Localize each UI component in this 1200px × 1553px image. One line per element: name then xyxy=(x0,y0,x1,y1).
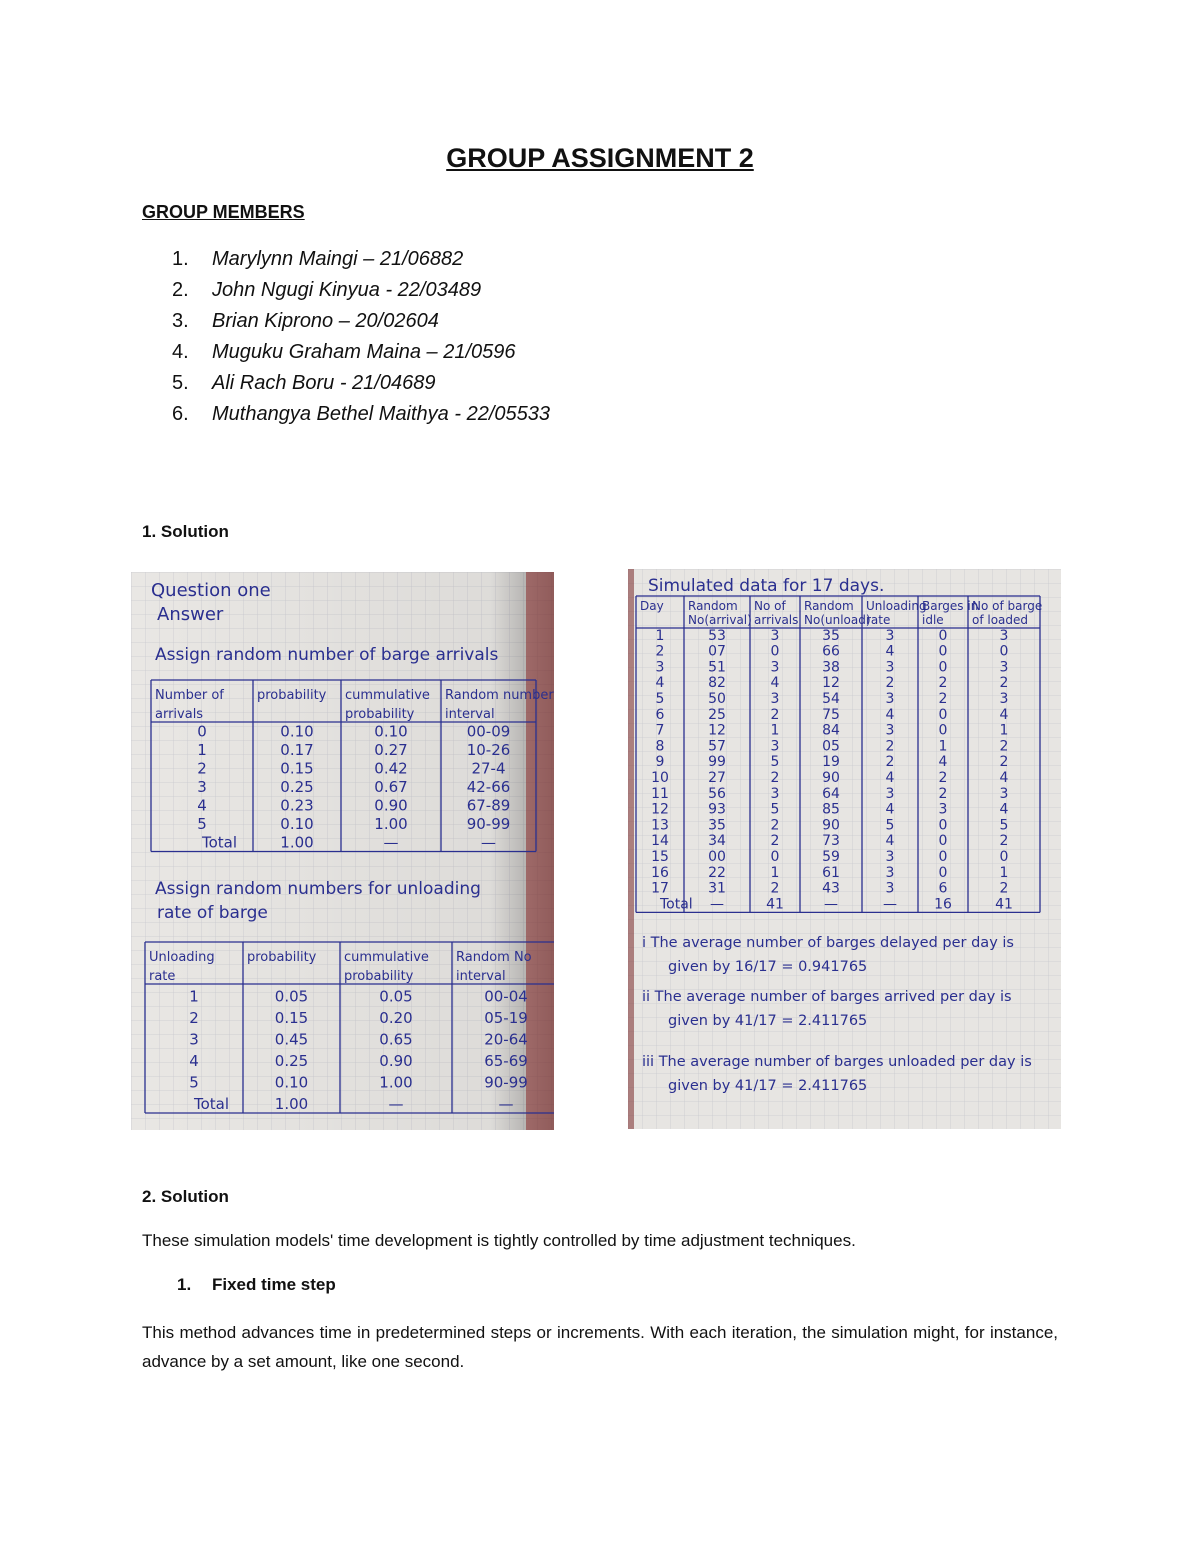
table-cell: — xyxy=(481,833,496,852)
table-header-cell: probability xyxy=(344,969,414,984)
table-cell: 2 xyxy=(999,754,1009,771)
table-cell: 2 xyxy=(885,738,895,755)
table-cell: 0 xyxy=(938,659,948,676)
table-header-cell: of loaded xyxy=(972,613,1029,627)
table-cell: 0.23 xyxy=(280,796,314,815)
table-header-cell: Unloading xyxy=(866,599,927,613)
table-cell: 90-99 xyxy=(484,1073,528,1092)
handwritten-heading: Question one xyxy=(151,580,271,601)
table-cell: 35 xyxy=(708,817,726,834)
table-cell: 53 xyxy=(708,627,726,644)
table-header-cell: interval xyxy=(456,969,506,984)
table-cell: 3 xyxy=(189,1030,199,1049)
table-cell: 00-04 xyxy=(484,987,528,1006)
table-header-cell: Barges in xyxy=(922,599,979,613)
table-cell: 5 xyxy=(770,754,780,771)
list-number: 6. xyxy=(172,403,189,425)
table-cell: 3 xyxy=(197,778,207,796)
table-cell: 3 xyxy=(770,785,780,802)
table-cell: 2 xyxy=(197,759,207,778)
table-cell: 0.90 xyxy=(379,1052,413,1070)
table-cell: 3 xyxy=(885,691,895,707)
notebook-photo-right xyxy=(628,569,1061,1129)
table-cell: 16 xyxy=(651,864,669,881)
table-cell: 67-89 xyxy=(466,796,511,815)
handwritten-caption: Assign random number of barge arrivals xyxy=(155,645,499,665)
table-cell: 4 xyxy=(938,754,948,771)
list-item xyxy=(172,306,550,337)
member-name: Brian Kiprono – 20/02604 xyxy=(212,310,439,332)
table-cell: 3 xyxy=(999,627,1009,644)
table-cell: 5 xyxy=(197,815,207,833)
table-header-cell: No of xyxy=(754,599,786,613)
table-cell: 0 xyxy=(999,643,1009,660)
table-cell: 3 xyxy=(770,627,780,644)
table-cell: 12 xyxy=(651,801,669,818)
member-name: Marylynn Maingi – 21/06882 xyxy=(212,248,464,270)
table-cell: 90 xyxy=(822,770,840,786)
table-cell: 3 xyxy=(885,659,895,676)
table-cell: 3 xyxy=(885,722,895,739)
table-cell: 90-99 xyxy=(466,815,511,833)
table-cell: — xyxy=(388,1095,404,1113)
table-cell: 3 xyxy=(885,849,895,865)
table-header-cell: Number of xyxy=(155,688,224,703)
table-cell: 34 xyxy=(708,833,726,850)
handwritten-note: i The average number of barges delayed per day is xyxy=(642,935,1014,951)
table-cell: 57 xyxy=(708,738,726,755)
table-cell: 4 xyxy=(885,706,895,723)
table-cell: 65-69 xyxy=(484,1052,528,1070)
table-cell: 2 xyxy=(655,643,665,660)
table-cell: — xyxy=(498,1095,514,1113)
table-cell: 1 xyxy=(189,987,199,1006)
table-cell: 31 xyxy=(708,880,726,897)
table-cell: 99 xyxy=(708,754,726,771)
notebook-photo-left xyxy=(131,572,554,1130)
table-cell: 2 xyxy=(770,817,780,834)
table-cell: — xyxy=(883,896,897,913)
table-cell: 13 xyxy=(651,817,669,834)
table-cell: 4 xyxy=(999,770,1009,786)
table-header-cell: arrivals xyxy=(155,707,204,722)
handwritten-caption: rate of barge xyxy=(157,903,268,923)
table-cell: 0.25 xyxy=(280,778,314,796)
table-cell: 4 xyxy=(197,796,207,815)
list-item xyxy=(172,368,550,399)
table-cell: 20-64 xyxy=(484,1030,528,1049)
table-header-cell: rate xyxy=(866,613,891,627)
paragraph: These simulation models' time development is tightly controlled by time adjustment techniques. xyxy=(142,1231,856,1250)
table-cell: 0.10 xyxy=(280,815,314,833)
table-cell: 4 xyxy=(999,801,1009,818)
member-name: Ali Rach Boru - 21/04689 xyxy=(212,372,436,394)
table-cell: 3 xyxy=(999,659,1009,676)
table-cell: 4 xyxy=(885,770,895,786)
table-cell: 4 xyxy=(655,675,665,692)
table-cell: 0.65 xyxy=(379,1030,413,1049)
table-cell: 0 xyxy=(938,817,948,834)
handwritten-note: iii The average number of barges unloaded per day is xyxy=(642,1054,1032,1070)
table-cell: 1.00 xyxy=(274,1095,309,1113)
table-cell: 2 xyxy=(770,706,780,723)
table-cell: 50 xyxy=(708,691,726,707)
table-cell: 4 xyxy=(885,643,895,660)
table-cell: 73 xyxy=(822,833,840,850)
table-cell: 4 xyxy=(999,706,1009,723)
handwritten-caption: Assign random numbers for unloading xyxy=(155,879,481,899)
handwritten-note: given by 41/17 = 2.411765 xyxy=(668,1078,868,1094)
table-cell: 3 xyxy=(885,864,895,881)
solution-2-heading: 2. Solution xyxy=(142,1187,229,1206)
table-cell: 2 xyxy=(770,833,780,850)
table-cell: 11 xyxy=(651,785,669,802)
notebook-page-left xyxy=(131,572,554,1130)
table-cell: 27-4 xyxy=(471,759,506,778)
paragraph: This method advances time in predetermined steps or increments. With each iteration, the simulation might, for instance, advance by a set amount, like one second. xyxy=(142,1323,1058,1371)
table-cell: 0.45 xyxy=(274,1030,309,1049)
table-cell: 0.10 xyxy=(374,722,408,741)
table-cell: 4 xyxy=(885,801,895,818)
subheading xyxy=(177,1275,336,1295)
table-cell: 1.00 xyxy=(280,833,314,852)
table-header-cell: probability xyxy=(257,688,327,703)
table-cell: 0.27 xyxy=(374,741,408,759)
table-cell: 0 xyxy=(197,722,207,741)
table-cell: 15 xyxy=(651,849,669,865)
table-cell: 0 xyxy=(938,706,948,723)
table-cell: 5 xyxy=(885,817,895,834)
table-cell: 3 xyxy=(770,659,780,676)
table-cell: 54 xyxy=(822,691,840,707)
table-cell: 1 xyxy=(655,627,665,644)
table-cell: 2 xyxy=(999,675,1009,692)
list-number: 2. xyxy=(172,279,189,301)
table-cell: 66 xyxy=(822,643,840,660)
table-cell: Total xyxy=(660,896,693,913)
table-cell: 56 xyxy=(708,785,726,802)
list-number: 4. xyxy=(172,341,189,363)
table-cell: 5 xyxy=(655,691,665,707)
table-cell: 43 xyxy=(822,880,840,897)
table-cell: 4 xyxy=(885,833,895,850)
table-cell: 0.10 xyxy=(274,1073,309,1092)
list-number: 3. xyxy=(172,310,189,332)
notebook-page-right xyxy=(628,569,1061,1129)
table-cell: 25 xyxy=(708,706,726,723)
table-cell: 3 xyxy=(885,627,895,644)
table-cell: 2 xyxy=(885,754,895,771)
list-item xyxy=(172,244,550,275)
table-cell: 2 xyxy=(938,691,948,707)
table-cell: 2 xyxy=(189,1009,199,1027)
table-cell: 7 xyxy=(655,722,665,739)
table-cell: 22 xyxy=(708,864,726,881)
table-cell: 0.20 xyxy=(379,1009,413,1027)
table-cell: 9 xyxy=(655,754,665,771)
table-cell: 6 xyxy=(655,706,665,723)
table-header-cell: Random xyxy=(804,599,854,613)
table-cell: 1 xyxy=(999,864,1009,881)
table-cell: 64 xyxy=(822,785,840,802)
table-cell: 0.10 xyxy=(280,722,314,741)
table-header-cell: Random xyxy=(688,599,738,613)
table-cell: 0 xyxy=(938,833,948,850)
table-header-cell: cummulative xyxy=(345,688,430,703)
table-cell: 0 xyxy=(938,643,948,660)
table-cell: 0 xyxy=(999,849,1009,865)
table-cell: 3 xyxy=(999,691,1009,707)
table-cell: 42-66 xyxy=(466,778,511,796)
table-cell: 0 xyxy=(938,849,948,865)
table-header-cell: No of barge xyxy=(972,599,1043,613)
table-cell: 07 xyxy=(708,643,726,660)
list-number: 1. xyxy=(172,248,189,270)
table-cell: 5 xyxy=(999,817,1009,834)
table-header-cell: Random No xyxy=(456,950,532,965)
table-cell: 3 xyxy=(885,785,895,802)
table-cell: 5 xyxy=(770,801,780,818)
table-cell: 12 xyxy=(822,675,840,692)
table-cell: 1.00 xyxy=(374,815,408,833)
table-cell: 19 xyxy=(822,754,840,771)
table-cell: 2 xyxy=(999,833,1009,850)
table-cell: 2 xyxy=(999,880,1009,897)
table-cell: 0.25 xyxy=(274,1052,309,1070)
table-header-cell: probability xyxy=(247,950,317,965)
table-cell: 3 xyxy=(655,659,665,676)
list-item xyxy=(172,275,550,306)
table-cell: 0.17 xyxy=(280,741,314,759)
table-cell: 00 xyxy=(708,849,726,865)
table-cell: 05 xyxy=(822,738,840,755)
table-header-cell: Unloading xyxy=(149,950,215,965)
table-cell: 90 xyxy=(822,817,840,834)
list-item xyxy=(172,337,550,368)
table-cell: 12 xyxy=(708,722,726,739)
table-cell: — xyxy=(824,896,838,913)
table-header-cell: Random number xyxy=(445,688,554,703)
table-cell: Total xyxy=(194,1095,230,1113)
table-cell: 85 xyxy=(822,801,840,818)
table-cell: 35 xyxy=(822,627,840,644)
table-cell: 0.42 xyxy=(374,759,408,778)
table-cell: 3 xyxy=(999,785,1009,802)
list-item xyxy=(172,399,550,430)
table-cell: 2 xyxy=(770,880,780,897)
table-header-cell: Day xyxy=(640,599,664,613)
table-cell: 0.67 xyxy=(374,778,408,796)
table-cell: 59 xyxy=(822,849,840,865)
handwritten-note: given by 41/17 = 2.411765 xyxy=(668,1013,868,1029)
members-list xyxy=(172,244,550,430)
table-cell: 2 xyxy=(938,785,948,802)
table-cell: 14 xyxy=(651,833,669,850)
table-cell: 1.00 xyxy=(379,1073,413,1092)
table-cell: 1 xyxy=(938,738,948,755)
table-cell: 10-26 xyxy=(466,741,511,759)
table-cell: 41 xyxy=(766,896,784,913)
table-cell: 10 xyxy=(651,770,669,786)
table-header-cell: cummulative xyxy=(344,950,429,965)
table-header-cell: interval xyxy=(445,707,495,722)
table-cell: 75 xyxy=(822,706,840,723)
table-cell: 84 xyxy=(822,722,840,739)
table-header-cell: idle xyxy=(922,613,944,627)
table-cell: 2 xyxy=(938,675,948,692)
table-cell: — xyxy=(383,833,399,852)
table-header-cell: probability xyxy=(345,707,415,722)
table-cell: 1 xyxy=(770,864,780,881)
table-cell: 00-09 xyxy=(466,722,511,741)
table-cell: 2 xyxy=(770,770,780,786)
table-cell: 0 xyxy=(770,643,780,660)
table-header-cell: No(unload) xyxy=(804,613,871,627)
table-cell: 0 xyxy=(938,864,948,881)
table-cell: 0.15 xyxy=(280,759,314,778)
table-cell: 27 xyxy=(708,770,726,786)
table-cell: 61 xyxy=(822,864,840,881)
table-cell: 93 xyxy=(708,801,726,818)
table-cell: 41 xyxy=(995,896,1013,913)
table-cell: 0 xyxy=(938,627,948,644)
table-cell: 82 xyxy=(708,675,726,692)
handwritten-caption: Simulated data for 17 days. xyxy=(648,576,885,596)
list-number: 5. xyxy=(172,372,189,394)
table-cell: 1 xyxy=(999,722,1009,739)
table-cell: 4 xyxy=(189,1052,199,1070)
handwritten-note: given by 16/17 = 0.941765 xyxy=(668,959,868,975)
member-name: Muguku Graham Maina – 21/0596 xyxy=(212,341,516,363)
table-header-cell: rate xyxy=(149,969,176,984)
table-header-cell: arrivals xyxy=(754,613,799,627)
table-cell: 2 xyxy=(885,675,895,692)
solution-1-heading: 1. Solution xyxy=(142,522,229,541)
document-title: GROUP ASSIGNMENT 2 xyxy=(446,143,754,173)
table-cell: — xyxy=(710,896,724,913)
table-cell: Total xyxy=(202,833,238,852)
table-cell: 2 xyxy=(938,770,948,786)
table-cell: 3 xyxy=(938,801,948,818)
table-cell: 4 xyxy=(770,675,780,692)
table-cell: 0 xyxy=(770,849,780,865)
table-cell: 0 xyxy=(938,722,948,739)
table-header-cell: No(arrival) xyxy=(688,613,752,627)
table-cell: 3 xyxy=(885,880,895,897)
table-cell: 51 xyxy=(708,659,726,676)
table-cell: 6 xyxy=(938,880,948,897)
member-name: John Ngugi Kinyua - 22/03489 xyxy=(212,279,482,301)
table-cell: 1 xyxy=(770,722,780,739)
table-cell: 0.05 xyxy=(379,987,413,1006)
table-cell: 3 xyxy=(770,738,780,755)
subheading-text: Fixed time step xyxy=(212,1275,336,1294)
table-cell: 38 xyxy=(822,659,840,676)
table-cell: 16 xyxy=(934,896,952,913)
table-cell: 0.15 xyxy=(274,1009,309,1027)
members-heading: GROUP MEMBERS xyxy=(142,202,305,222)
table-cell: 0.90 xyxy=(374,796,408,815)
subheading-number: 1. xyxy=(177,1275,192,1294)
table-cell: 0.05 xyxy=(274,987,309,1006)
table-cell: 1 xyxy=(197,741,207,759)
handwritten-heading: Answer xyxy=(157,604,224,625)
table-cell: 8 xyxy=(655,738,665,755)
table-cell: 17 xyxy=(651,880,669,897)
table-cell: 05-19 xyxy=(484,1009,528,1027)
member-name: Muthangya Bethel Maithya - 22/05533 xyxy=(212,403,550,425)
table-cell: 5 xyxy=(189,1073,199,1092)
handwritten-note: ii The average number of barges arrived per day is xyxy=(642,989,1012,1005)
table-cell: 3 xyxy=(770,691,780,707)
table-cell: 2 xyxy=(999,738,1009,755)
